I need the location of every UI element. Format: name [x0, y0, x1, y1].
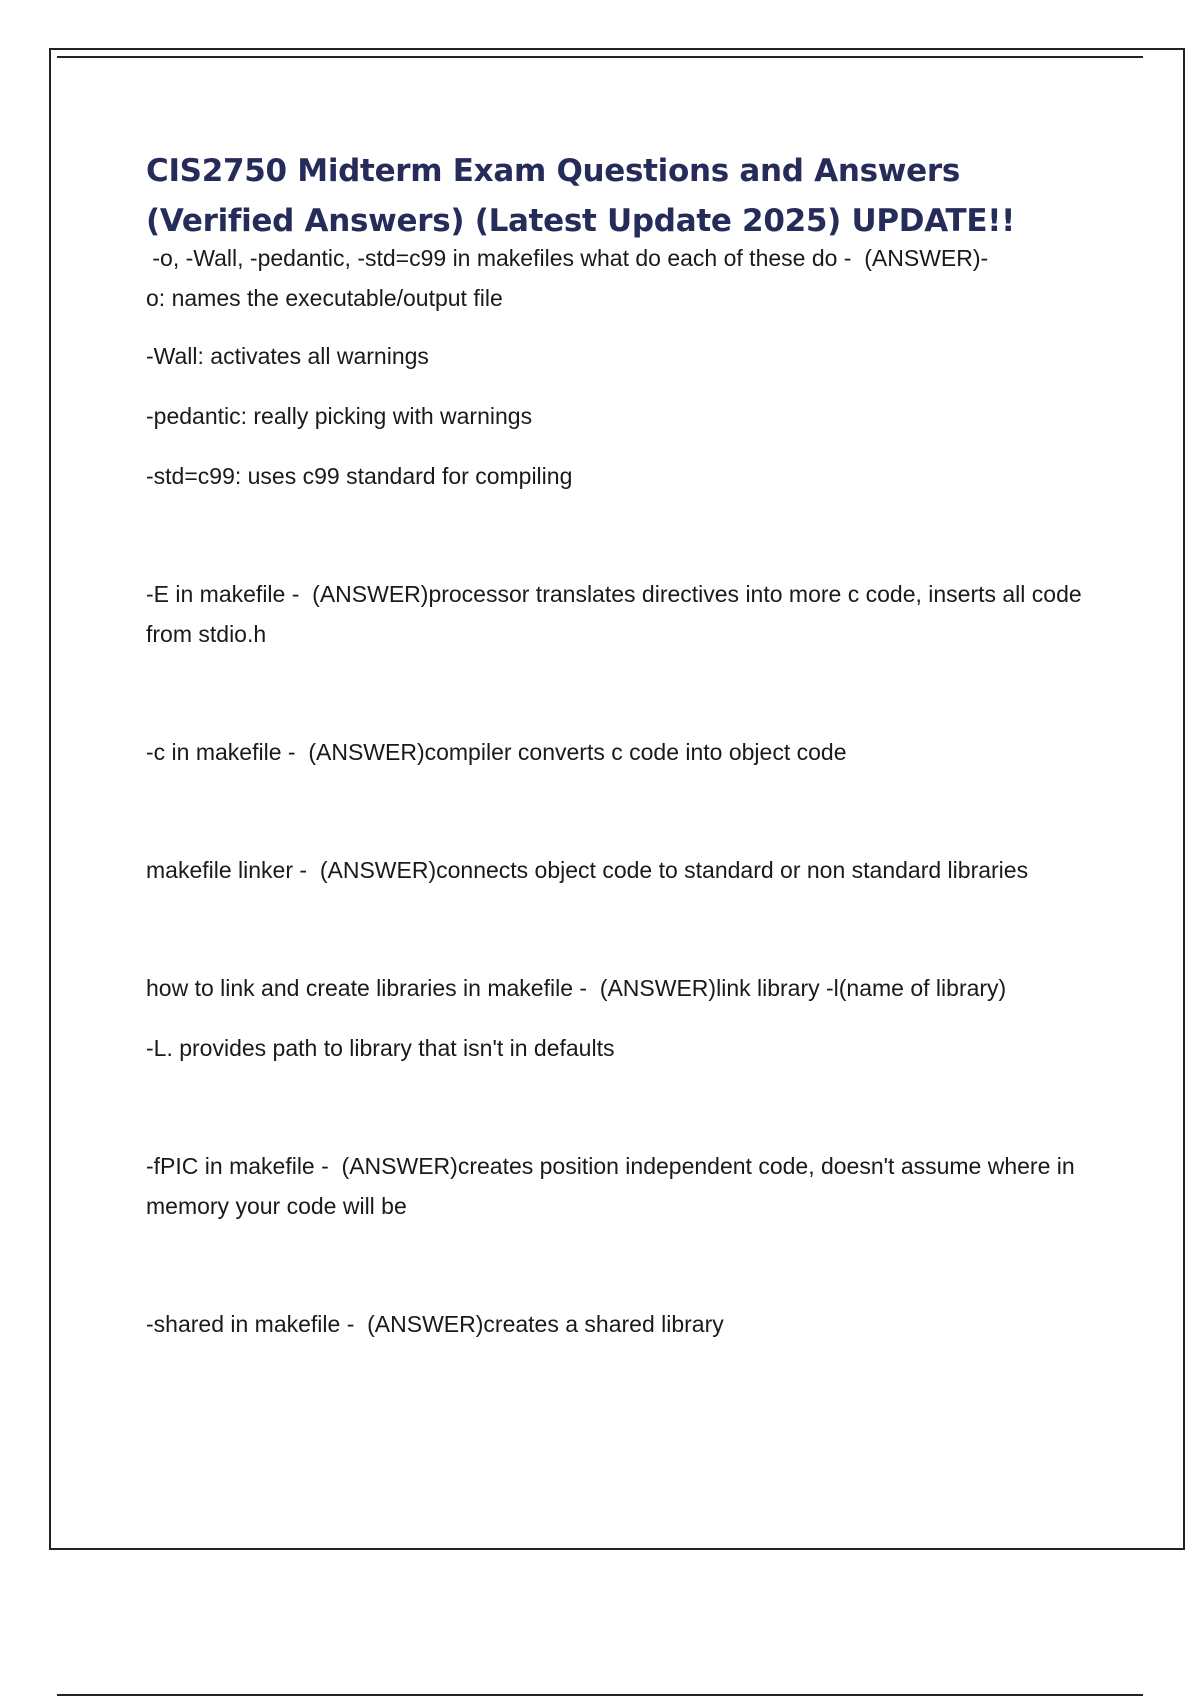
qa-text	[146, 732, 1096, 772]
qa-text	[146, 968, 1046, 1008]
question: -o, -Wall, -pedantic, -std=c99 in makefiles what do each of these do -	[146, 245, 858, 271]
top-rule	[57, 56, 1143, 58]
answer: processor translates directives into more c code, inserts all code from stdio.h	[146, 581, 1089, 647]
answer-marker: (ANSWER)	[360, 1311, 484, 1337]
qa-entry-7	[146, 1304, 1096, 1344]
qa-entry-5	[146, 968, 1096, 1068]
document-body	[146, 146, 1096, 1344]
question: -E in makefile -	[146, 581, 306, 607]
document-title	[146, 146, 1096, 246]
answer: compiler converts c code into object code	[424, 739, 847, 765]
answer-detail: -std=c99: uses c99 standard for compiling	[146, 463, 573, 489]
question: -c in makefile -	[146, 739, 302, 765]
qa-entry-1	[146, 238, 1096, 496]
question: makefile linker -	[146, 857, 314, 883]
question: how to link and create libraries in makefile -	[146, 975, 594, 1001]
answer-marker: (ANSWER)	[335, 1153, 458, 1179]
qa-text	[146, 574, 1096, 654]
qa-text	[146, 850, 1046, 890]
answer: creates a shared library	[483, 1311, 724, 1337]
question: -fPIC in makefile -	[146, 1153, 336, 1179]
bottom-rule	[57, 1694, 1143, 1696]
qa-text	[146, 1304, 1096, 1344]
qa-entry-4	[146, 850, 1096, 890]
answer-marker: (ANSWER)	[593, 975, 717, 1001]
question: -shared in makefile -	[146, 1311, 361, 1337]
answer-marker: (ANSWER)	[313, 857, 437, 883]
answer-marker: (ANSWER)	[305, 581, 429, 607]
answer-detail: -pedantic: really picking with warnings	[146, 403, 533, 429]
answer: creates position independent code, doesn't assume where in memory your code will be	[146, 1153, 1082, 1219]
title-line-2: (Verified Answers) (Latest Update 2025) UPDATE!!	[146, 203, 1015, 239]
title-line-1: CIS2750 Midterm Exam Questions and Answers	[146, 153, 961, 189]
answer-marker: (ANSWER)-	[857, 245, 989, 271]
answer: link library -l(name of library)	[716, 975, 1007, 1001]
answer: o: names the executable/output file	[146, 285, 503, 311]
qa-entry-3	[146, 732, 1096, 772]
qa-text	[146, 238, 1086, 318]
answer-marker: (ANSWER)	[301, 739, 425, 765]
qa-entry-6	[146, 1146, 1096, 1226]
answer: connects object code to standard or non standard libraries	[436, 857, 1029, 883]
answer-detail: -L. provides path to library that isn't in defaults	[146, 1035, 615, 1061]
qa-entry-2	[146, 574, 1096, 654]
qa-text	[146, 1146, 1086, 1226]
answer-detail: -Wall: activates all warnings	[146, 343, 429, 369]
